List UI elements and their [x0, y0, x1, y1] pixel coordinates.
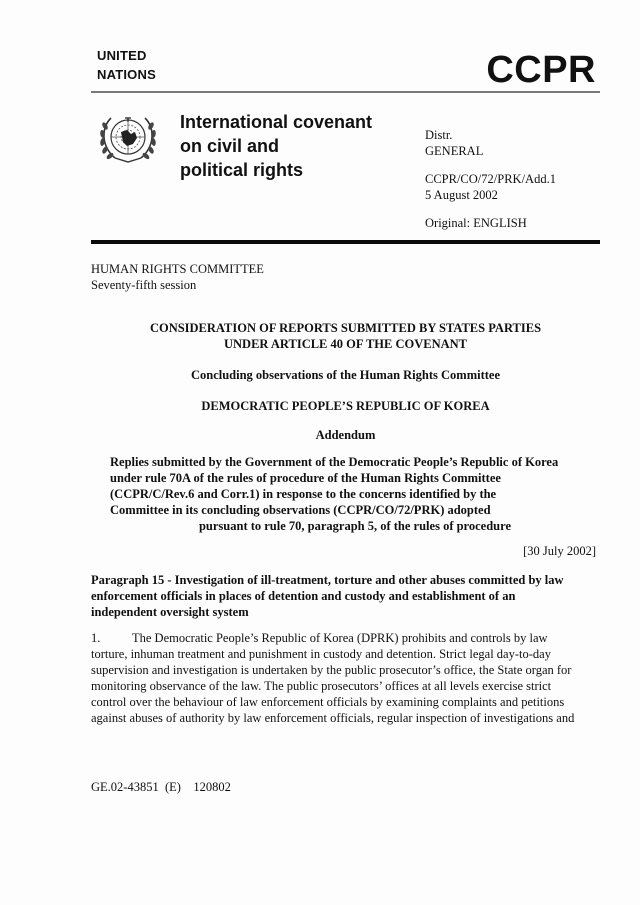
- distribution-block: [425, 127, 556, 231]
- replies-heading-line: under rule 70A of the rules of procedure of the Human Rights Committee: [110, 471, 501, 485]
- paragraph-line: [91, 630, 603, 646]
- replies-heading-line: Committee in its concluding observations (CCPR/CO/72/PRK) adopted: [110, 503, 491, 517]
- footer-job-number: GE.02-43851 (E) 120802: [91, 780, 231, 794]
- header-rule-thick: [91, 240, 600, 244]
- un-emblem-icon: [97, 110, 159, 166]
- reply-date: [30 July 2002]: [523, 544, 596, 558]
- document-date: 5 August 2002: [425, 188, 498, 202]
- covenant-title: [180, 110, 372, 182]
- paragraph-line: supervision and investigation is undertaken by the public prosecutor’s office, the State organ for: [91, 663, 572, 677]
- distribution-value: GENERAL: [425, 144, 484, 158]
- replies-heading: [110, 454, 580, 534]
- org-name-line2: NATIONS: [97, 67, 156, 82]
- covenant-title-line2: on civil and: [180, 136, 280, 156]
- paragraph-line-text: The Democratic People’s Republic of Korea (DPRK) prohibits and controls by law: [132, 631, 548, 645]
- document-symbol: CCPR/CO/72/PRK/Add.1: [425, 172, 556, 186]
- section-heading-line: enforcement officials in places of detention and custody and establishment of an: [91, 589, 516, 603]
- consideration-heading-line1: CONSIDERATION OF REPORTS SUBMITTED BY STATES PARTIES: [149, 321, 542, 335]
- committee-name: HUMAN RIGHTS COMMITTEE: [91, 262, 264, 276]
- organization-name: [97, 46, 156, 84]
- paragraph-line: torture, inhuman treatment and punishment in custody and detention. Strict legal day-to-day: [91, 647, 551, 661]
- org-name-line1: UNITED: [97, 48, 147, 63]
- committee-block: [91, 261, 264, 293]
- replies-heading-line: pursuant to rule 70, paragraph 5, of the rules of procedure: [198, 519, 512, 533]
- concluding-observations-heading: Concluding observations of the Human Rights Committee: [190, 368, 501, 382]
- consideration-heading-line2: UNDER ARTICLE 40 OF THE COVENANT: [224, 337, 467, 351]
- paragraph-line: monitoring observance of the law. The public prosecutors’ offices at all levels exercise strict: [91, 679, 552, 693]
- body-paragraph-1: [91, 630, 603, 726]
- country-heading: DEMOCRATIC PEOPLE’S REPUBLIC OF KOREA: [201, 399, 490, 413]
- document-symbol-large: CCPR: [486, 49, 596, 91]
- original-language: Original: ENGLISH: [425, 216, 527, 230]
- section-heading-line: independent oversight system: [91, 605, 249, 619]
- paragraph-number: 1.: [91, 631, 101, 645]
- addendum-heading: Addendum: [315, 428, 376, 442]
- section-heading: [91, 572, 600, 620]
- paragraph-line: control over the behaviour of law enforcement officials by examining complaints and petitions: [91, 695, 565, 709]
- replies-heading-line: Replies submitted by the Government of the Democratic People’s Republic of Korea: [110, 455, 559, 469]
- covenant-title-line1: International covenant: [180, 112, 373, 132]
- replies-heading-line: (CCPR/C/Rev.6 and Corr.1) in response to the concerns identified by the: [110, 487, 497, 501]
- header-rule-thin: [91, 91, 600, 93]
- distribution-label: Distr.: [425, 128, 453, 142]
- section-heading-line: Paragraph 15 - Investigation of ill-treatment, torture and other abuses committed by law: [91, 573, 564, 587]
- consideration-heading: [91, 320, 600, 352]
- paragraph-line: against abuses of authority by law enforcement officials, regular inspection of investigations and: [91, 711, 575, 725]
- covenant-title-line3: political rights: [180, 160, 304, 180]
- committee-session: Seventy-fifth session: [91, 278, 197, 292]
